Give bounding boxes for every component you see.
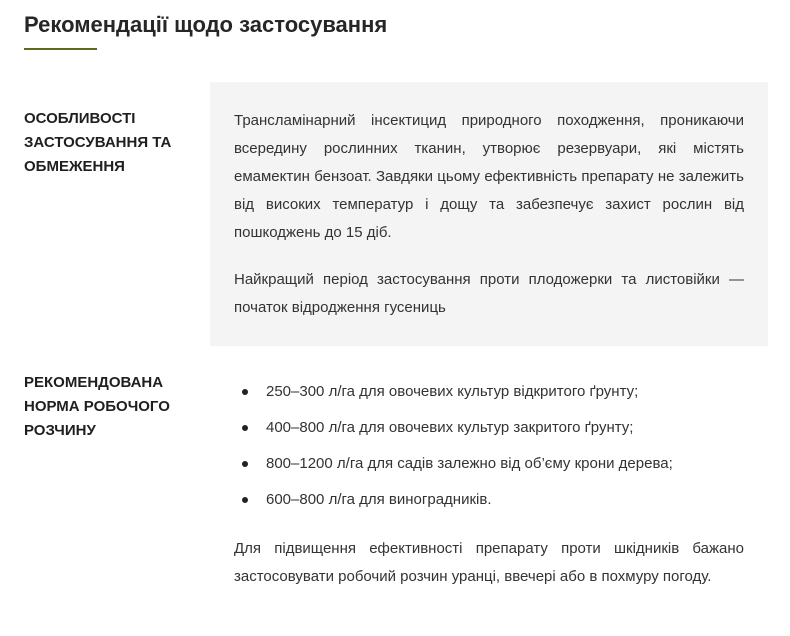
- page-title: Рекомендації щодо застосування: [24, 12, 388, 37]
- section-label-recommended-rate: РЕКОМЕНДОВАНА НОРМА РОБОЧОГО РОЗЧИНУ: [24, 374, 170, 439]
- list-item: [234, 378, 744, 414]
- list-item-text: 400–800 л/га для овочевих культур закритого ґрунту;: [266, 419, 634, 436]
- bullet-icon: [242, 425, 248, 431]
- list-item-text: 250–300 л/га для овочевих культур відкритого ґрунту;: [266, 383, 639, 400]
- bullet-icon: [242, 389, 248, 395]
- list-item: [234, 414, 744, 450]
- best-period-paragraph: Найкращий період застосування проти плодожерки та листовійки — початок відродження гусениць: [234, 271, 744, 316]
- application-features-paragraph: Трансламінарний інсектицид природного походження, проникаючи всередину рослинних тканин, утворює резервуари, які містять емамектин бензоат. Завдяки цьому ефективність препарату не залежить від високих температур і дощу та забезпечує захист рослин від пошкоджень до 15 діб.: [234, 112, 744, 241]
- list-item: [234, 486, 744, 522]
- bullet-icon: [242, 497, 248, 503]
- list-item-text: 600–800 л/га для виноградників.: [266, 491, 492, 508]
- list-item: [234, 450, 744, 486]
- bullet-icon: [242, 461, 248, 467]
- list-item-text: 800–1200 л/га для садів залежно від об’єму крони дерева;: [266, 455, 673, 472]
- rate-list: [234, 378, 744, 522]
- efficiency-tip-paragraph: Для підвищення ефективності препарату проти шкідників бажано застосовувати робочий розчин уранці, ввечері або в похмуру погоду.: [234, 540, 744, 585]
- title-underline: [24, 48, 97, 50]
- section-label-application-features: ОСОБЛИВОСТІ ЗАСТОСУВАННЯ ТА ОБМЕЖЕННЯ: [24, 110, 172, 175]
